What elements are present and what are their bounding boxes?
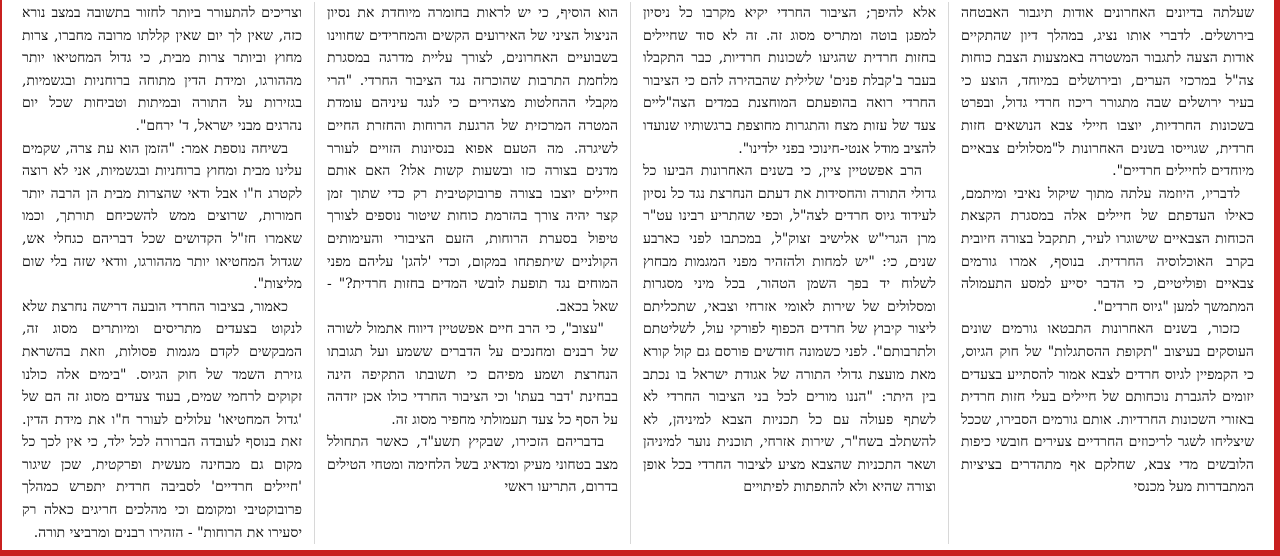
paragraph: "עצוב", כי הרב חיים אפשטיין דיווח אתמול לשורה של רבנים ומחנכים על הדברים ששמע ועל תגובתו הנחרצת ושמע מפיהם כי תשובתו התקיפה הינה בבחינת 'דבר בעתו' וכי הציבור החרדי כולו אכן יזדהה על הסף כל צעד תעמולתי מחפיר מסוג זה. xyxy=(327,321,618,428)
article-column-4 xyxy=(10,2,314,544)
paragraph: אלא להיפך; הציבור החרדי יקיא מקרבו כל ניסיון למפגן בוטה ומתריס מסוג זה. זה לא סוד שחיילים בחזות חרדית שהגיעו לשכונות חרדיות, כבר התקבלו בעבר ב'קבלת פנים' שלילית שהבהירה להם כי הציבור החרדי רואה בהופעתם המוחצנת במדים הצה"ליים צעד של עזות מצח והתגרות מחוצפת ברגשותיו שנועדו להציב מודל אנטי-חינוכי בפני ילדינו". xyxy=(643,5,936,157)
article-columns xyxy=(10,2,1266,544)
paragraph: שעלתה בדיונים האחרונים אודות תיגבור האבטחה בירושלים. לדברי אותו נציג, במהלך דיון שהתקיים אודות הצעה לתגבור המשטרה באמצעות הצבת כוחות צה"ל במרכזי הערים, ובירושלים במיוחד, הוצע כי בעיר ירושלים שבה מתגורר ריכוז חרדי גדול, ובפרט בשכונות החרדיות, יוצבו חיילי צבא הנושאים חזות חרדית, שגוייסו בשנים האחרונות ל"מסלולים צבאיים מיוחדים לחיילים חרדיים". xyxy=(961,5,1254,180)
article-column-3 xyxy=(314,2,630,544)
paragraph: בשיחה נוספת אמר: "הזמן הוא עת צרה, שקמים עלינו מבית ומחוץ ברוחניות ובגשמיות, אני לא רוצה לקטרג ח"ו אבל ודאי שהצרות מבית הן הרבה יותר חמורות, שרוצים ממש להשכיחם תורתך, וכמו שאמרו חז"ל הקדושים שכל דבריהם כגחלי אש, שגדול המחטיאו יותר מההורגו, וודאי שזה בלי שום מליצות". xyxy=(22,140,302,293)
paragraph: כאמור, בציבור החרדי הובעה דרישה נחרצת שלא לנקוט בצעדים מתריסים ומיותרים מסוג זה, המבקשים לקדם מגמות פסולות, וזאת בהשראת גזירת השמד של חוק הגיוס. "בימים אלה כולנו זקוקים לרחמי שמים, בעוד צעדים מסוג זה הם של 'גדול המחטיאו' עלולים לעורר ח"ו את מידת הדין. זאת בנוסף לעובדה הברורה לכל ילד, כי אין לכך כל מקום גם מבחינה מעשית ופרקטית, שכן שיגור 'חיילים חרדיים' לסביבה חרדית יתפרש כמהלך פרובוקטיבי ומקומם וכי מהלכים חריגים כאלה רק יסעירו את הרוחות" - הזהירו רבנים ומרביצי תורה. xyxy=(22,298,302,541)
paragraph: וצריכים להתעורר ביותר לחזור בתשובה במצב נורא כזה, שאין לך יום שאין קללתו מרובה מחברו, צרות מחוץ וביותר צרות מבית, כי גדול המחטיאו יותר מההורגו, ומידת הדין מתוחה ברוחניות ובגשמיות, בגזירות על התורה ובמיתות וטביחות שכל יום נהרגים מבני ישראל, ד' ירחם". xyxy=(22,5,302,134)
paragraph: הרב אפשטיין ציין, כי בשנים האחרונות הביעו כל גדולי התורה והחסידות את דעתם הנחרצת נגד כל נסיון לעידוד גיוס חרדים לצה"ל, וכפי שהתריע רבינו עט"ר מרן הגרי"ש אלישיב זצוק"ל, במכתבו לפני כארבע שנים, כי: "יש למחות ולהזהיר מפני המגמות מבחוץ לשלוח יד בפך השמן הטהור, בכל מיני מסגרות ומסלולים של שירות לאומי אזרחי וצבאי, שתכליתם ליצור קיבוץ של חרדים הכפוף לפורקי עול, לשליטתם ולתרבותם". לפני כשמונה חודשים פורסם גם קול קורא מאת מועצת גדולי התורה של אגודת ישראל בו נכתב בין היתר: "הננו מורים לכל בני הציבור החרדי לא לשתף פעולה עם כל תכניות הצבא למיניהן, לא להשתלב בשח"ר, שירות אזרחי, תוכנית נוער למיניהן ושאר התכניות שהצבא מציע לציבור החרדי בכל אופן וצורה שהיא ולא להתפתות לפיתויים xyxy=(643,163,936,496)
article-column-1 xyxy=(948,2,1266,544)
paragraph: כזכור, בשנים האחרונות התבטאו גורמים שונים העוסקים בעיצוב "תקופת ההסתגלות" של חוק הגיוס, כי הקמפיין לגיוס חרדים לצבא אמור להסתייע בצעדים יזומים להגברת נוכחותם של חיילים בעלי חזות חרדית באזורי השכונות החרדיות. אותם גורמים הסבירו, שככל שיצליחו לשגר לריכוזים החרדיים צעירים חובשי כיפות הלובשים מדי צבא, שחלקם אף מתהדרים בציציות המתבדרות מעל מכנסי xyxy=(961,321,1254,496)
paragraph: לדבריו, היוזמה עלתה מתוך שיקול נאיבי ומיתמם, כאילו העדפתם של חיילים אלה במסגרת הקצאת הכוחות הצבאיים שישוגרו לעיר, תתקבל בצורה חיובית בקרב האוכלוסיה החרדית. בנוסף, אמרו גורמים צבאיים ופוליטיים, כי הדבר יסייע למסע התעמולה המתמשך למען "גיוס חרדים". xyxy=(961,185,1254,315)
paragraph: הוא הוסיף, כי יש לראות בחומרה מיוחדת את נסיון הניצול הציני של האירועים הקשים והמחרידים שחווינו בשבועיים האחרונים, לצורך עליית מדרגה במסגרת מלחמת התרבות שהוכרזה נגד הציבור החרדי. "הרי מקבלי ההחלטות מצהירים כי לנגד עיניהם עומדת המטרה המרכזית של הרגעת הרוחות והחזרת החיים לשיגרה. מה הטעם אפוא בנסיונות הזויים לעורר מדנים בצורה כזו ובשעות קשות אלו? האם אותם חיילים יוצבו בצורה פרובוקטיבית רק כדי שתוך זמן קצר יהיה צורך בהזרמת כוחות שיטור נוספים לצורך טיפול בסערת הרוחות, הזעם הציבורי והעימותים הקולניים שיתפתחו במקום, וכדי 'להגן' עליהם מפני המוחים נגד תופעת לובשי המדים בחזות חרדית?" - שאל בכאב. xyxy=(327,5,618,315)
paragraph: בדבריהם הזכירו, שבקיץ תשע"ד, כאשר התחולל מצב בטחוני מעיק ומדאיג בשל הלחימה ומטחי הטילים בדרום, התריעו ראשי xyxy=(327,434,618,496)
article-column-2 xyxy=(630,2,948,544)
